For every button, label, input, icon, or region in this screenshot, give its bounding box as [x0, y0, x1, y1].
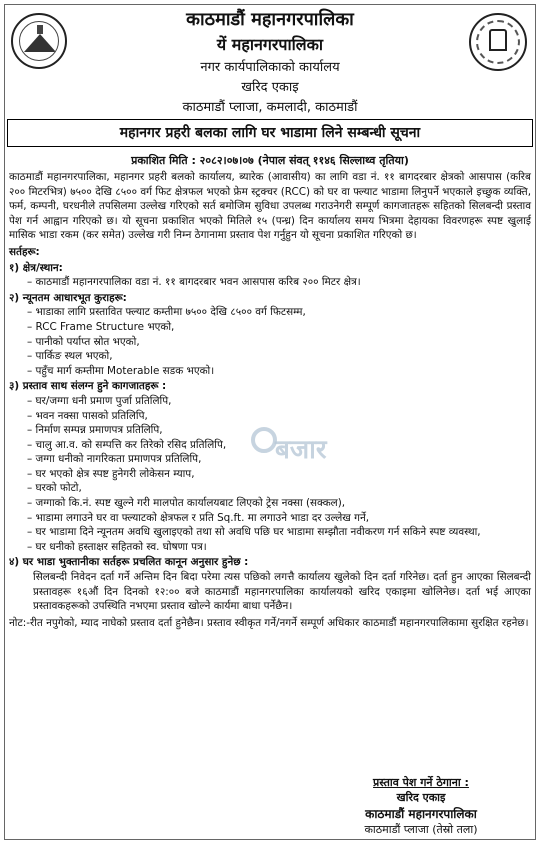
list-item: – भवन नक्सा पासको प्रतिलिपि, [9, 409, 531, 424]
list-item: – चालु आ.व. को सम्पत्ति कर तिरेको रसिद प्रतिलिपि, [9, 438, 531, 453]
section-title: २) न्यूनतम आधारभूत कुराहरू: [9, 291, 127, 304]
section-requirements [9, 291, 531, 379]
list-item: – जग्गा धनीको नागरिकता प्रमाणपत्र प्रतिलिपि, [9, 452, 531, 467]
submission-unit: खरिद एकाइ [396, 791, 446, 804]
intro-paragraph: काठमाडौं महानगरपालिका, महानगर प्रहरी बलको कार्यालय, ब्यारेक (आवासीय) का लागि वडा नं. ११ बागदरबार क्षेत्रको आसपास (करिब २०० मिटरभित्र) ७५०० देखि ८५०० वर्ग फिट क्षेत्रफल भएको फ्रेम स्ट्रक्चर (RCC) को घर वा फ्ल्याट भाडामा लिनुपर्ने भएकाले इच्छुक व्यक्ति, फर्म, कम्पनी, घरधनीले तपसिलमा उल्लेख गरिएको सर्त बमोजिम सुविधा उपलब्ध गराउनेगरी सम्पूर्ण कागजातहरू सहितको सिलबन्दी प्रस्ताव पेश गर्न आह्वान गरिएको छ। यो सूचना प्रकाशित भएको मितिले १५ (पन्ध्र) दिन कार्यालय समय भित्रमा देहायका विवरणहरू स्पष्ट खुलाई मासिक भाडा रकम (कर समेत) उल्लेख गरी निम्न ठेगानामा प्रस्ताव पेश गर्नुहुन यो सूचना प्रकाशित गरिएको छ। [9, 171, 531, 242]
notice-body [9, 170, 531, 630]
submission-address [321, 775, 521, 837]
office-title-newari: यें महानगरपालिका [216, 35, 324, 54]
list-item: – घर/जग्गा धनी प्रमाण पुर्जा प्रतिलिपि, [9, 394, 531, 409]
submission-location: काठमाडौं प्लाजा (तेस्रो तला) [364, 823, 478, 836]
list-item: – घरको फोटो, [9, 481, 531, 496]
list-item: – पहुँच मार्ग कम्तीमा Moterable सडक भएको। [9, 364, 531, 379]
list-item: – घर भाडामा दिने न्यूनतम अवधि खुलाइएको तथा सो अवधि पछि घर भाडामा सम्झौता नवीकरण गर्न सकिने स्पष्ट व्यवस्था, [9, 525, 531, 540]
submission-heading: प्रस्ताव पेश गर्ने ठेगाना : [373, 776, 469, 789]
list-item: – काठमाडौं महानगरपालिका वडा नं. ११ बागदरबार भवन आसपास करिब २०० मिटर क्षेत्र। [9, 275, 531, 290]
watermark: बजार [275, 435, 327, 465]
list-item: – निर्माण सम्पन्न प्रमाणपत्र प्रतिलिपि, [9, 423, 531, 438]
submission-org: काठमाडौं महानगरपालिका [365, 807, 477, 821]
section-location [9, 261, 531, 290]
list-item: – पानीको पर्याप्त स्रोत भएको, [9, 335, 531, 350]
section-title: ४) घर भाडा भुक्तानीका सर्तहरू प्रचलित कानून अनुसार हुनेछ : [9, 556, 249, 569]
list-item: – RCC Frame Structure भएको, [9, 320, 531, 335]
note-paragraph: नोट:-रीत नपुगेको, म्याद नाघेको प्रस्ताव दर्ता हुनेछैन। प्रस्ताव स्वीकृत गर्ने/नगर्ने सम्पूर्ण अधिकार काठमाडौं महानगरपालिकामा सुरक्षित रहनेछ। [9, 616, 529, 629]
list-item: – घर भएको क्षेत्र स्पष्ट हुनेगरी लोकेसन म्याप, [9, 467, 531, 482]
notice-title: महानगर प्रहरी बलका लागि घर भाडामा लिने सम्बन्धी सूचना [7, 119, 533, 147]
list-item: – पार्किङ स्थल भएको, [9, 349, 531, 364]
list-item: – जग्गाको कि.नं. स्पष्ट खुल्ने गरी मालपोत कार्यालयबाट लिएको ट्रेस नक्सा (सक्कल), [9, 496, 531, 511]
office-title: काठमाडौं महानगरपालिका [186, 9, 354, 30]
section-documents [9, 379, 531, 554]
list-item: – घर धनीको हस्ताक्षर सहितको स्व. घोषणा पत्र। [9, 540, 531, 555]
payment-paragraph: सिलबन्दी निवेदन दर्ता गर्ने अन्तिम दिन बिदा परेमा त्यस पछिको लगत्तै कार्यालय खुलेको दिन दर्ता गरिनेछ। दर्ता हुन आएका सिलबन्दी प्रस्तावहरू १६औं दिन दिनको १२:०० बजे काठमाडौं महानगरपालिका कार्यालयको खरिद एकाइमा खोलिनेछ। दर्ता भई आएका प्रस्तावकहरूको उपस्थिति नभएमा प्रस्ताव खोल्ने कार्यमा बाधा पर्नेछैन। [33, 571, 531, 613]
list-item: – भाडामा लगाउने घर वा फ्ल्याटको क्षेत्रफल र प्रति Sq.ft. मा लगाउने भाडा दर उल्लेख गर्ने, [9, 511, 531, 526]
list-item: – भाडाका लागि प्रस्तावित फ्ल्याट कम्तीमा ७५०० देखि ८५०० वर्ग फिटसम्म, [9, 305, 531, 320]
section-title: ३) प्रस्ताव साथ संलग्न हुने कागजातहरू : [9, 380, 167, 393]
office-name: नगर कार्यपालिकाको कार्यालय [200, 60, 340, 75]
letterhead [5, 5, 535, 119]
section-payment [9, 555, 531, 613]
unit-name: खरिद एकाइ [241, 80, 299, 95]
section-title: १) क्षेत्र/स्थान: [9, 261, 63, 274]
published-date: प्रकाशित मिति : २०८२।०७।०७ (नेपाल संवत् ११४६ सिल्लाथ्व तृतिया) [131, 154, 409, 167]
notice-page [4, 4, 536, 840]
office-address: काठमाडौं प्लाजा, कमलादी, काठमाडौं [182, 100, 358, 115]
terms-heading: सर्तहरू: [9, 245, 40, 258]
